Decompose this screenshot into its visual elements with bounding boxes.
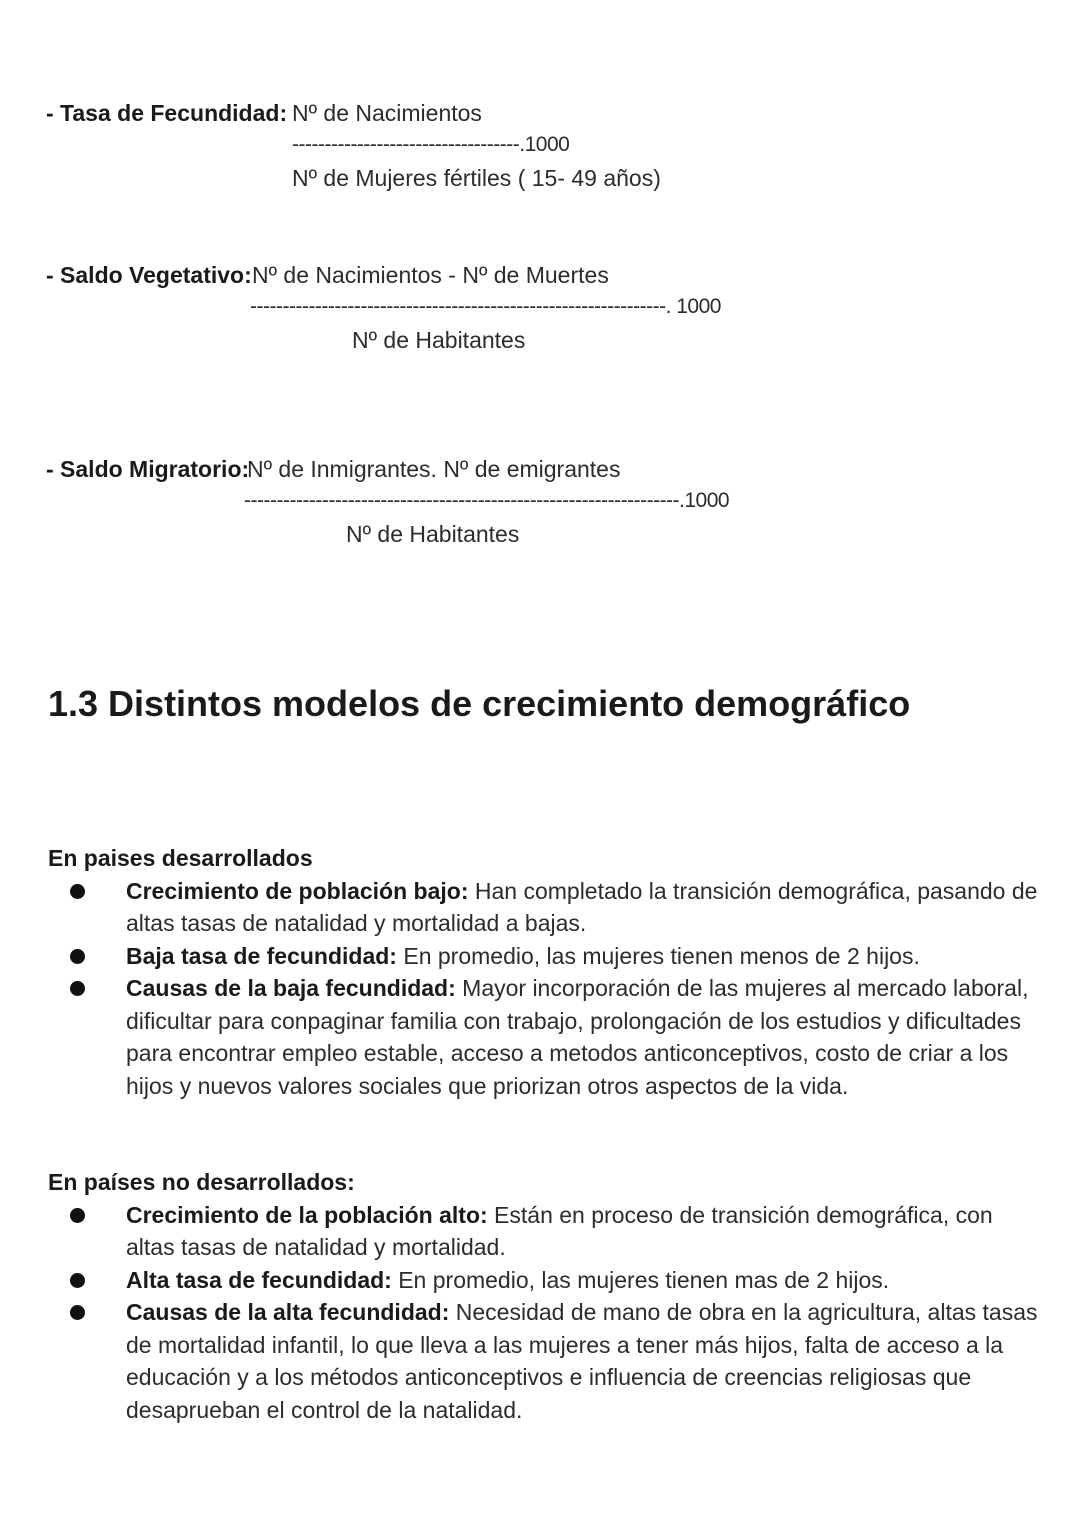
list-item: [48, 972, 1038, 1102]
item-label: Alta tasa de fecundidad:: [126, 1266, 392, 1293]
vegetativo-denominator: Nº de Habitantes: [352, 327, 526, 353]
bullet-icon: [70, 981, 85, 996]
fecundidad-label: - Tasa de Fecundidad:: [46, 100, 288, 126]
bullet-icon: [70, 884, 85, 899]
vegetativo-rule: ----------------------------------------------------------------. 1000: [250, 295, 721, 318]
migratorio-label: - Saldo Migratorio:: [46, 456, 250, 482]
list-item: [48, 1264, 1038, 1297]
item-label: Causas de la alta fecundidad:: [126, 1299, 450, 1325]
item-text: Han completado la transición demográfica, pasando de altas tasas de natalidad y mortalidad a bajas.: [126, 877, 1038, 936]
migratorio-rule: -------------------------------------------------------------------.1000: [244, 489, 730, 512]
item-text: Mayor incorporación de las mujeres al mercado laboral, dificultar para conpaginar familia con trabajo, prolongación de los estudios y dificultades para encontrar empleo estable, acceso a metodos anticonceptivos, costo de criar a los hijos y nuevos valores sociales que priorizan otros aspectos de la vida.: [126, 975, 1029, 1099]
bullet-icon: [70, 1305, 85, 1320]
undeveloped-title: En países no desarrollados:: [48, 1169, 355, 1195]
fecundidad-numerator: Nº de Nacimientos: [292, 100, 482, 126]
migratorio-denominator: Nº de Habitantes: [346, 521, 520, 547]
undeveloped-section: [48, 1166, 1038, 1426]
bullet-icon: [70, 1208, 85, 1223]
fecundidad-denominator: Nº de Mujeres fértiles ( 15- 49 años): [292, 165, 661, 191]
undeveloped-list: [48, 1199, 1038, 1427]
fecundidad-rule: -----------------------------------.1000: [292, 133, 570, 156]
bullet-icon: [70, 949, 85, 964]
list-item: [48, 1199, 1038, 1264]
migratorio-numerator: Nº de Inmigrantes. Nº de emigrantes: [247, 456, 621, 482]
list-item: [48, 875, 1038, 940]
vegetativo-numerator: Nº de Nacimientos - Nº de Muertes: [252, 262, 609, 288]
section-heading: 1.3 Distintos modelos de crecimiento demográfico: [48, 683, 911, 724]
developed-section: [48, 842, 1038, 1102]
item-text: Necesidad de mano de obra en la agricultura, altas tasas de mortalidad infantil, lo que lleva a las mujeres a tener más hijos, falta de acceso a la educación y a los métodos anticonceptivos e influencia de creencias religiosas que desaprueban el control de la natalidad.: [126, 1299, 1038, 1423]
item-label: Crecimiento de la población alto:: [126, 1201, 488, 1228]
item-text: En promedio, las mujeres tienen menos de 2 hijos.: [396, 942, 920, 969]
item-label: Crecimiento de población bajo:: [126, 877, 469, 904]
list-item: [48, 1296, 1038, 1426]
item-text: Están en proceso de transición demográfica, con altas tasas de natalidad y mortalidad.: [126, 1201, 993, 1260]
item-label: Baja tasa de fecundidad:: [126, 942, 397, 969]
developed-title: En paises desarrollados: [48, 845, 313, 871]
vegetativo-label: - Saldo Vegetativo:: [46, 262, 252, 288]
list-item: [48, 940, 1038, 973]
developed-list: [48, 875, 1038, 1103]
bullet-icon: [70, 1273, 85, 1288]
item-label: Causas de la baja fecundidad:: [126, 975, 456, 1001]
item-text: En promedio, las mujeres tienen mas de 2 hijos.: [391, 1266, 890, 1293]
